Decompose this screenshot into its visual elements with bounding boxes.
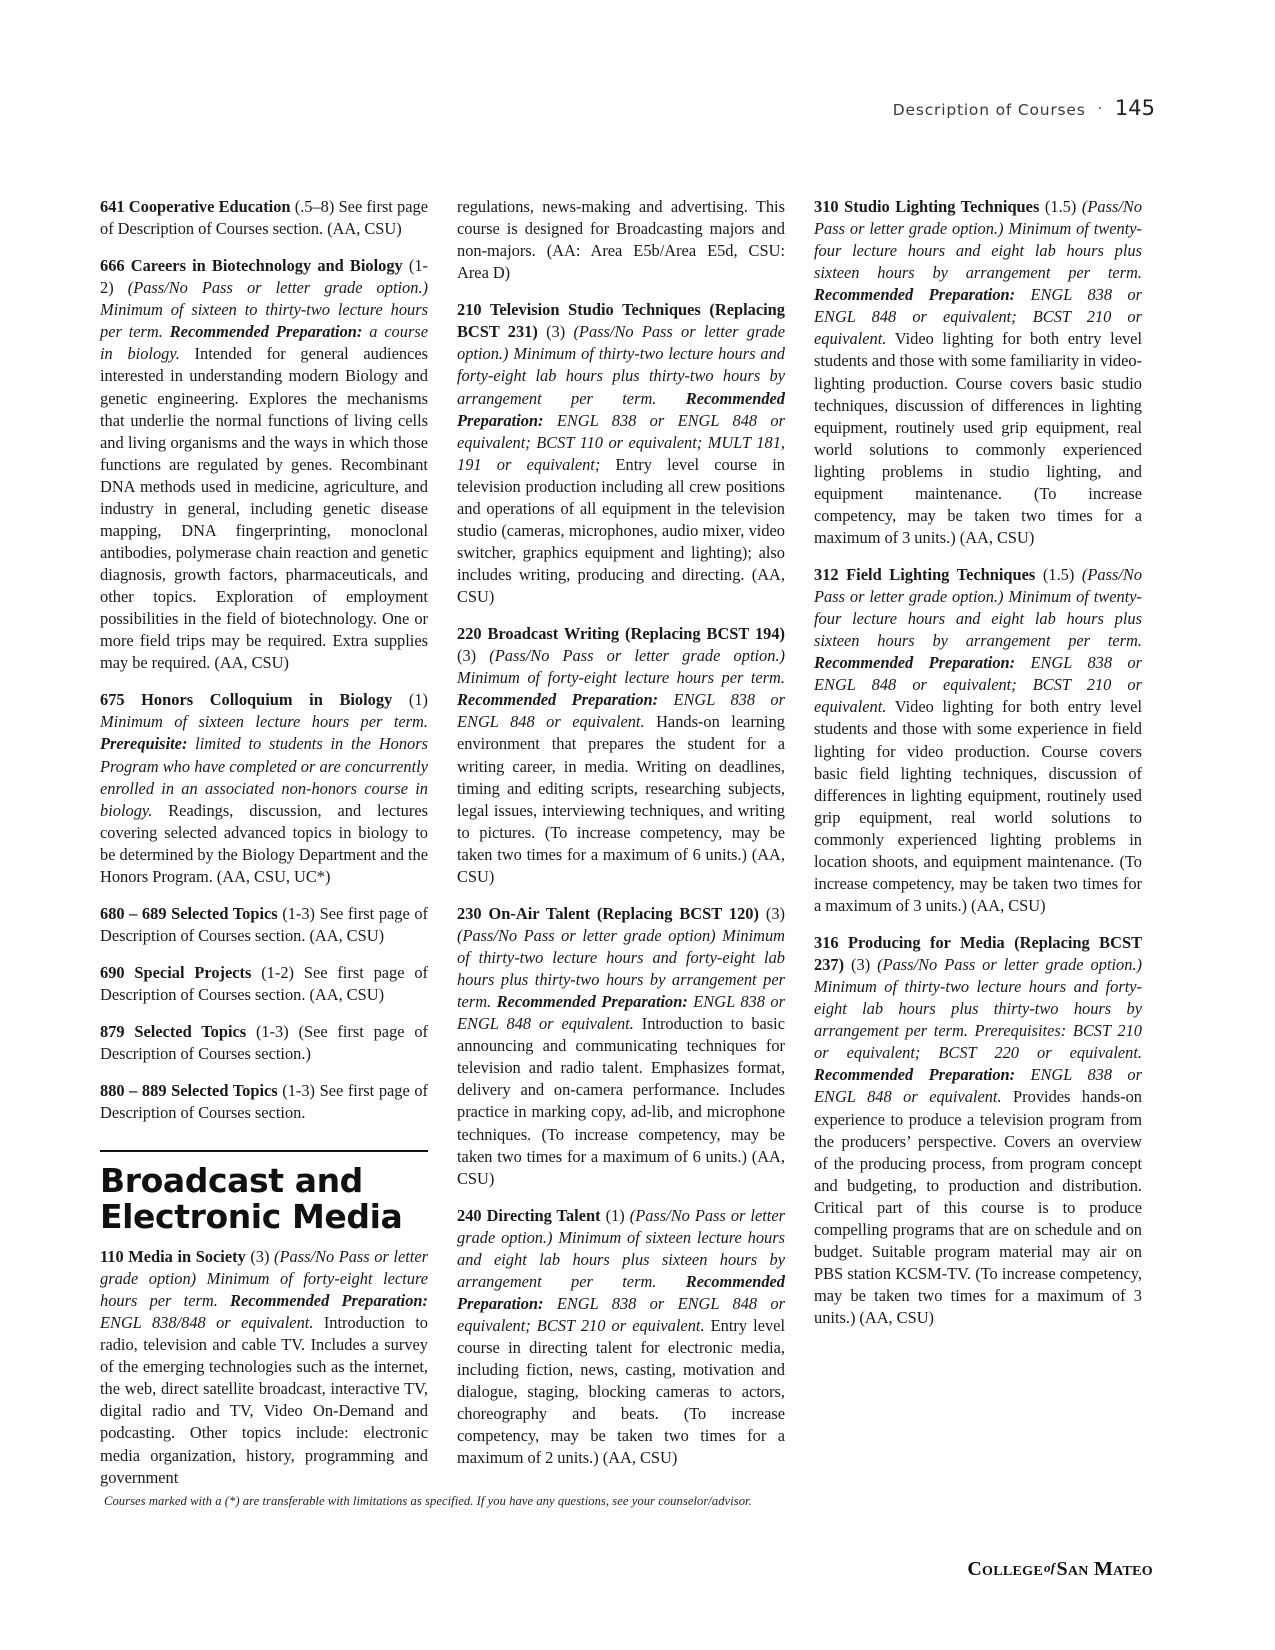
course-requirement-label: Recommended Preparation: [230,1291,428,1311]
course-title: 641 Cooperative Education [100,197,291,216]
course-requirement-value: ENGL 838 or ENGL 848 or equivalent; BCST 210 or equivalent. [814,285,1142,349]
college-logo [967,1558,1153,1581]
column-2 [457,196,786,1468]
course-110-media-in-society [100,1246,428,1489]
course-grading-and-hours: (Pass/No Pass or letter grade option) Minimum of thirty-two lecture hours and forty-eight lab hours plus thirty-two hours by arrangement per term. [457,925,785,1012]
section-title [100,1163,428,1234]
course-title: 312 Field Lighting Techniques [814,565,1036,584]
course-units: (1-3) [277,1081,320,1101]
course-requirement-value: ENGL 838 or ENGL 848 or equivalent; BCST 210 or equivalent. [457,1293,785,1335]
course-units: (1-2) [251,963,304,982]
course-title: 675 Honors Colloquium in Biology [100,690,393,710]
course-description: Hands-on learning environment that prepares the student for a writing career, in media. Writing on deadlines, timing and editing scripts, researching subjects, legal issues, interviewing techniques, and writing to pictures. (To increase competency, may be taken two times for a maximum of 6 units.) (AA, CSU) [457,712,785,886]
course-units: (3) [245,1246,275,1266]
course-description: Introduction to radio, television and cable TV. Includes a survey of the emerging technologies such as the internet, the web, direct satellite broadcast, interactive TV, digital radio and TV, Video On-Demand and podcasting. Other topics include: electronic media organization, history, programming and government [100,1313,428,1487]
course-230-on-air-talent [457,903,785,1190]
course-title: 666 Careers in Biotechnology and Biology [100,256,403,276]
course-description: Intended for general audiences interested in understanding modern Biology and genetic engineering. Explores the mechanisms that underlie the normal functions of living cells and living organisms and the ways in which those functions are regulated by genes. Recombinant DNA methods used in medicine, agriculture, and industry in general, including genetic disease mapping, DNA fingerprinting, monoclonal antibodies, polymerase chain reaction and genetic diagnosis, growth factors, pharmaceuticals, and other topics. Exploration of employment possibilities in the field of biotechnology. One or more field trips may be required. Extra supplies may be required. (AA, CSU) [100,344,428,673]
course-879-selected-topics [100,1021,428,1065]
course-requirement-label: Prerequisite: [100,734,188,754]
course-requirement-label: Recommended Preparation: [457,388,785,430]
footnote: Courses marked with a (*) are transferable with limitations as specified. If you have any questions, see your counselor/advisor. [104,1494,752,1508]
course-title: 230 On-Air Talent (Replacing BCST 120) [457,903,759,923]
course-description: (See first page of Description of Courses section.) [100,1022,428,1064]
course-description: Video lighting for both entry level students and those with some experience in field lighting for video production. Course covers basic field lighting techniques, discussion of differences in lighting equipment, routinely used grip equipment, real world solutions to commonly experienced lighting problems in location shoots, and equipment maintenance. (To increase competency, may be taken two times for a maximum of 3 units.) (AA, CSU) [814,697,1142,915]
course-units: (.5–8) [290,197,339,216]
course-units: (3) [844,955,878,975]
column-1 [100,196,429,1487]
course-requirement-value: ENGL 838 or ENGL 848 or equivalent; BCST 210 or equivalent. [814,653,1142,717]
course-description: Entry level course in television production including all crew positions and operations of all equipment in the television studio (cameras, microphones, audio mixer, video switcher, graphics equipment and lighting); also includes writing, producing and directing. (AA, CSU) [457,454,785,607]
course-220-broadcast-writing [457,623,785,888]
course-requirement-value: ENGL 838 or ENGL 848 or equivalent; BCST 110 or equivalent; MULT 181, 191 or equivalent; [457,410,785,474]
course-requirement-label: Recommended Preparation: [814,285,1016,305]
course-requirement-label: Recommended Preparation: [457,690,659,710]
course-requirement-value: ENGL 838/848 or equivalent. [100,1313,314,1333]
course-grading-and-hours: (Pass/No Pass or letter grade option.) Minimum of forty-eight lecture hours per term. [457,646,785,688]
course-110-media-in-society-continued [457,196,785,284]
course-grading-and-hours: (Pass/No Pass or letter grade option.) Minimum of twenty-four lecture hours and eight lab hours plus sixteen hours by arrangement per term. [814,565,1143,651]
course-requirement-value: limited to students in the Honors Program who have completed or are concurrently enrolled in an associated non-honors course in biology. [100,734,428,820]
course-description: See first page of Description of Courses section. (AA, CSU) [100,963,429,1005]
course-units: (3) [758,903,785,923]
body-columns [100,196,1143,1487]
running-head-title: Description of Courses [892,101,1086,119]
course-requirement-value: ENGL 838 or ENGL 848 or equivalent. [814,1065,1142,1107]
course-grading-and-hours: (Pass/No Pass or letter grade option) Minimum of forty-eight lecture hours per term. [100,1246,428,1311]
course-requirement-label: Recommended Preparation: [814,1065,1016,1085]
course-grading-and-hours: (Pass/No Pass or letter grade option.) Minimum of thirty-two lecture hours and forty-eight lab hours plus thirty-two hours by arrangement per term. Prerequisites: BCST 210 or equivalent; BCST 220 or equivalent. [814,955,1143,1063]
course-title: 316 Producing for Media (Replacing BCST 237) [814,933,1142,975]
course-title: 220 Broadcast Writing (Replacing BCST 194) [457,624,785,644]
course-requirement-label: Recommended Preparation: [169,322,363,342]
course-units: (1-3) [277,903,320,923]
course-title: 690 Special Projects [100,963,252,982]
course-grading-and-hours: Minimum of sixteen lecture hours per term. [100,712,428,732]
section-title-line-2: Electronic Media [100,1196,403,1236]
brand-san-mateo: San Mateo [1056,1558,1153,1580]
course-requirement-label: Recommended Preparation: [457,1271,785,1313]
course-grading-and-hours: (Pass/No Pass or letter grade option.) Minimum of twenty-four lecture hours and eight lab hours plus sixteen hours by arrangement per term. [814,197,1143,283]
course-units: (3) [537,322,574,342]
course-title: 110 Media in Society [100,1246,246,1266]
course-units: (1-2) [100,256,428,298]
course-description: See first page of Description of Courses section. (AA, CSU) [100,197,428,239]
course-description: See first page of Description of Courses section. [100,1081,428,1123]
running-head-separator: · [1097,101,1103,117]
course-675-honors-colloquium-in-biology [100,689,428,888]
course-680-689-selected-topics [100,903,428,947]
course-240-directing-talent [457,1205,785,1470]
course-description: Video lighting for both entry level students and those with some familiarity in video-lighting production. Course covers basic studio techniques, discussion of differences in lighting equipment, routinely used grip equipment, real world solutions to commonly experienced lighting problems in studio lighting, and equipment maintenance. (To increase competency, may be taken two times for a maximum of 3 units.) (AA, CSU) [814,329,1142,547]
brand-college: College [967,1558,1043,1580]
course-grading-and-hours: (Pass/No Pass or letter grade option.) Minimum of sixteen to thirty-two lecture hours per term. [100,278,429,342]
course-requirement-label: Recommended Preparation: [814,653,1016,673]
course-units: (1-3) [246,1022,299,1042]
column-3 [814,196,1142,1456]
course-description: Provides hands-on experience to produce a television program from the producers’ perspective. Covers an overview of the producing process, from program concept and budgeting, to production and distribution. Critical part of this course is to produce compelling programs that are on schedule and on budget. Suitable program material may air on PBS station KCSM-TV. (To increase competency, may be taken two times for a maximum of 3 units.) (AA, CSU) [814,1087,1142,1328]
course-title: 210 Television Studio Techniques (Replacing BCST 231) [457,300,785,342]
course-units: (1.5) [1039,197,1082,216]
course-description: regulations, news-making and advertising. This course is designed for Broadcasting majors and non-majors. (AA: Area E5b/Area E5d, CSU: Area D) [457,197,785,283]
course-title: 240 Directing Talent [457,1205,601,1225]
course-title: 680 – 689 Selected Topics [100,903,278,923]
course-grading-and-hours: (Pass/No Pass or letter grade option.) Minimum of thirty-two lecture hours and forty-eight lab hours plus thirty-two hours by arrangement per term. [457,322,785,408]
course-210-television-studio-techniques [457,299,785,608]
course-description: Introduction to basic announcing and communicating techniques for television and radio talent. Emphasizes format, delivery and on-camera performance. Includes practice in marking copy, ad-lib, and microphone techniques. (To increase competency, may be taken two times for a maximum of 6 units.) (AA, CSU) [457,1014,785,1188]
course-units: (1) [392,690,428,710]
course-description: Readings, discussion, and lectures covering selected advanced topics in biology to be determined by the Biology Department and the Honors Program. (AA, CSU, UC*) [100,800,428,886]
course-grading-and-hours: (Pass/No Pass or letter grade option.) Minimum of sixteen lecture hours and eight lab hours plus sixteen hours by arrangement per term. [457,1205,786,1291]
course-666-careers-in-biotechnology-and-biology [100,255,428,674]
course-title: 880 – 889 Selected Topics [100,1081,278,1101]
course-310-studio-lighting-techniques [814,196,1142,549]
course-title: 879 Selected Topics [100,1022,247,1042]
page-number: 145 [1114,96,1155,120]
section-title-line-1: Broadcast and [100,1161,363,1201]
course-description: Entry level course in directing talent for electronic media, including fiction, news, casting, motivation and dialogue, staging, blocking cameras to actors, choreography and beats. (To increase competency, may be taken two times for a maximum of 2 units.) (AA, CSU) [457,1316,786,1468]
course-880-889-selected-topics [100,1080,428,1124]
course-requirement-value: a course in biology. [100,322,428,364]
course-title: 310 Studio Lighting Techniques [814,197,1040,216]
course-requirement-value: ENGL 838 or ENGL 848 or equivalent. [457,690,785,732]
course-units: (3) [457,646,490,666]
course-690-special-projects [100,962,428,1006]
course-641-cooperative-education [100,196,428,240]
course-requirement-label: Recommended Preparation: [496,992,688,1012]
course-requirement-value: ENGL 838 or ENGL 848 or equivalent. [457,992,785,1034]
course-description: See first page of Description of Courses section. (AA, CSU) [100,903,428,945]
course-units: (1.5) [1035,565,1082,584]
course-units: (1) [600,1205,630,1225]
brand-of: of [1044,1560,1056,1575]
course-316-producing-for-media [814,932,1142,1329]
section-divider [100,1150,428,1152]
course-312-field-lighting-techniques [814,564,1142,917]
section-heading-broadcast-and-electronic-media [100,1150,428,1234]
running-head [893,96,1155,120]
